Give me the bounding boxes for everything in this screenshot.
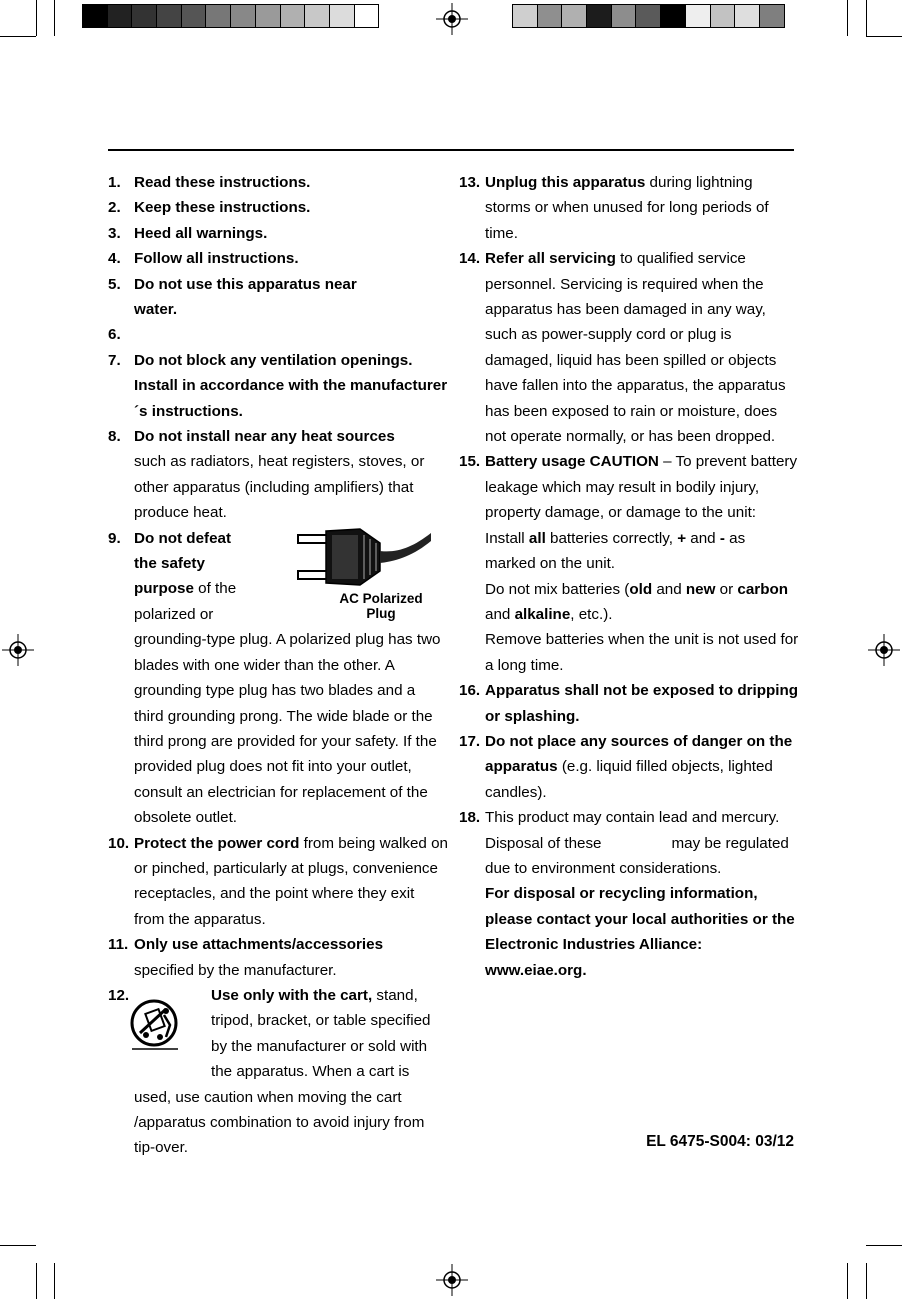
left-column: [108, 170, 448, 1161]
document-code: EL 6475-S004: 03/12: [646, 1133, 794, 1150]
color-bar-left: [82, 4, 379, 28]
item-15: 15. Battery usage CAUTION – To prevent battery leakage which may result in bodily injury, property damage, or damage to the unit: Install all batteries correctly, + and - as marked on the unit. Do not mix batteries (old and new or carbon and alkaline, etc.). Remove batteries when the unit is not used for a long time.: [459, 449, 799, 678]
color-bar-right-swatch-10: [735, 5, 760, 27]
item-5: 5. Do not use this apparatus near water.: [108, 275, 357, 319]
battery-line-3: Remove batteries when the unit is not used for a long time.: [485, 631, 799, 674]
color-bar-right-swatch-7: [661, 5, 686, 27]
crop-mark-tl-v: [36, 0, 37, 36]
battery-line-2: Do not mix batteries (old and new or carbon and alkaline, etc.).: [485, 580, 789, 623]
registration-mark-right: [868, 634, 900, 666]
color-bar-left-swatch-11: [330, 5, 355, 27]
battery-line-1: Install all batteries correctly, + and - as marked on the unit.: [485, 529, 746, 573]
item-11: 11. Only use attachments/accessories specified by the manufacturer.: [108, 936, 384, 979]
item-4: 4. Follow all instructions.: [108, 250, 299, 268]
plug-caption: AC Polarized Plug: [339, 591, 423, 621]
color-bar-right-swatch-4: [587, 5, 612, 27]
item-14: 14. Refer all servicing to qualified service personnel. Servicing is required when the apparatus has been damaged in any way, such as power-supply cord or plug is damaged, liquid has been spilled or objects have fallen into the apparatus, the apparatus has been exposed to rain or moisture, does not operate normally, or has been dropped.: [459, 250, 786, 446]
crop-mark-tl-h: [0, 36, 36, 37]
item-1: 1. Read these instructions.: [108, 174, 311, 191]
color-bar-right-swatch-3: [562, 5, 587, 27]
registration-mark-left: [2, 634, 34, 666]
crop-mark-tr-v: [847, 0, 848, 36]
crop-mark-bl-v: [36, 1263, 37, 1299]
color-bar-right-swatch-6: [636, 5, 661, 27]
item-2: 2. Keep these instructions.: [108, 199, 311, 217]
item-10: 10. Protect the power cord from being walked on or pinched, particularly at plugs, convenience receptacles, and the point where they exit from the apparatus.: [108, 834, 448, 928]
cart-warning-icon: [128, 993, 188, 1057]
color-bar-left-swatch-2: [108, 5, 133, 27]
item-7: 7. Do not block any ventilation openings. Install in accordance with the manufacturer´s instructions.: [108, 351, 448, 420]
item-8: 8. Do not install near any heat sources such as radiators, heat registers, stoves, or other apparatus (including amplifiers) that produce heat.: [108, 428, 425, 522]
registration-mark-bottom: [436, 1264, 468, 1296]
color-bar-right-swatch-2: [538, 5, 563, 27]
color-bar-left-swatch-12: [355, 5, 379, 27]
crop-mark-tr-h: [866, 36, 902, 37]
color-bar-left-swatch-9: [281, 5, 306, 27]
item-6: 6.: [108, 326, 121, 344]
header-rule: [108, 149, 794, 151]
color-bar-right: [512, 4, 785, 28]
crop-mark-tl-v2: [54, 0, 55, 36]
color-bar-right-swatch-1: [513, 5, 538, 27]
color-bar-left-swatch-8: [256, 5, 281, 27]
color-bar-right-swatch-8: [686, 5, 711, 27]
item-18: 18. This product may contain lead and mercury. Disposal of these may be regulated due to environment considerations. For disposal or recycling information, please contact your local authorities or the Electronic Industries Alliance: www.eiae.org.: [459, 809, 795, 979]
item-17: 17. Do not place any sources of danger on the apparatus (e.g. liquid filled objects, lighted candles).: [459, 732, 793, 801]
crop-mark-br-h: [866, 1245, 902, 1246]
color-bar-left-swatch-10: [305, 5, 330, 27]
right-column: [459, 170, 799, 983]
color-bar-left-swatch-1: [83, 5, 108, 27]
crop-mark-br-v2: [866, 1263, 867, 1299]
item-16: 16. Apparatus shall not be exposed to dripping or splashing.: [459, 682, 799, 725]
item-9: 9. Do not defeat the safety purpose of the polarized or grounding-type plug. A polarized plug has two blades with one wider than the other. A grounding type plug has two blades and a third grounding prong. The wide blade or the third prong are provided for your safety. If the provided plug does not fit into your outlet, consult an electrician for replacement of the obsolete outlet.: [108, 529, 441, 827]
color-bar-right-swatch-9: [711, 5, 736, 27]
crop-mark-tr-v2: [866, 0, 867, 36]
crop-mark-bl-v2: [54, 1263, 55, 1299]
color-bar-right-swatch-5: [612, 5, 637, 27]
color-bar-left-swatch-3: [132, 5, 157, 27]
crop-mark-br-v: [847, 1263, 848, 1299]
item-12: 12. Use only with the cart, stand, tripod, bracket, or table specified by the manufacturer or sold with the apparatus. When a cart is used, use caution when moving the cart /apparatus combination to avoid injury from tip-over.: [108, 986, 431, 1157]
registration-mark-top: [436, 3, 468, 35]
color-bar-left-swatch-7: [231, 5, 256, 27]
polarized-plug-icon: [278, 523, 443, 591]
item-13: 13. Unplug this apparatus during lightning storms or when unused for long periods of time.: [459, 174, 769, 242]
color-bar-left-swatch-4: [157, 5, 182, 27]
color-bar-right-swatch-11: [760, 5, 784, 27]
crop-mark-bl-h: [0, 1245, 36, 1246]
color-bar-left-swatch-6: [206, 5, 231, 27]
color-bar-left-swatch-5: [182, 5, 207, 27]
item-3: 3. Heed all warnings.: [108, 224, 268, 242]
